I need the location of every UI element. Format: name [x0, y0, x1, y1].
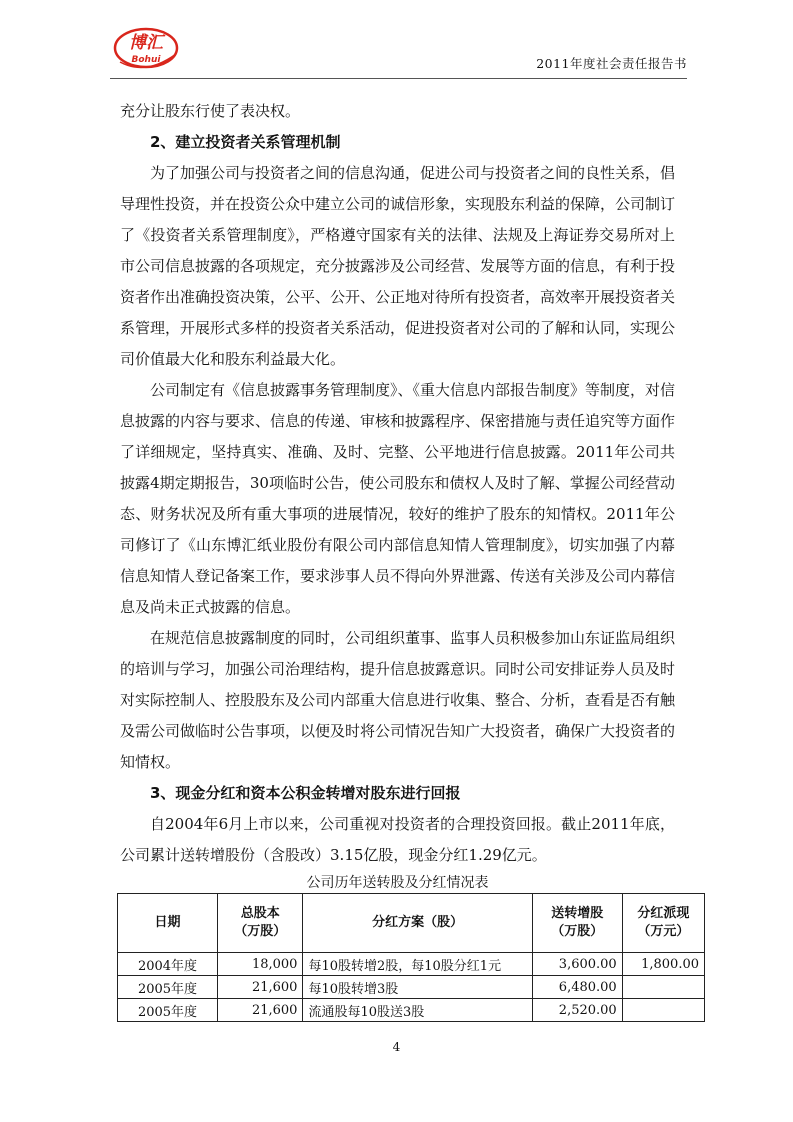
cell-bonus: 2,520.00 [532, 999, 622, 1022]
page-number: 4 [392, 1040, 401, 1054]
cell-bonus: 6,480.00 [532, 976, 622, 999]
logo-text-en: Bohui [131, 55, 161, 65]
col-header-bonus-shares: 送转增股 （万股） [532, 894, 622, 953]
paragraph-disclosure-system: 公司制定有《信息披露事务管理制度》、《重大信息内部报告制度》等制度，对信息披露的内容与要求、信息的传递、审核和披露程序、保密措施与责任追究等方面作了详细规定，坚持真实、准确、及时、完整、公平地进行信息披露。2011年公司共披露4期定期报告，30项临时公告，使公司股东和债权人及时了解、掌握公司经营动态、财务状况及所有重大事项的进展情况，较好的维护了股东的知情权。2011年公司修订了《山东博汇纸业股份有限公司内部信息知情人管理制度》，切实加强了内幕信息知情人登记备案工作，要求涉事人员不得向外界泄露、传送有关涉及公司内幕信息及尚未正式披露的信息。 [120, 381, 676, 616]
section-heading-dividends: 3、现金分红和资本公积金转增对股东进行回报 [150, 784, 461, 802]
page-content [120, 96, 699, 1022]
cell-bonus: 3,600.00 [532, 953, 622, 976]
page-header [110, 20, 687, 78]
paragraph-continued: 充分让股东行使了表决权。 [120, 102, 301, 120]
cell-total: 21,600 [218, 999, 303, 1022]
cell-plan: 流通股每10股送3股 [303, 999, 532, 1022]
cell-plan: 每10股转增2股，每10股分红1元 [303, 953, 532, 976]
cell-total: 21,600 [218, 976, 303, 999]
table-caption: 公司历年送转股及分红情况表 [306, 875, 489, 891]
report-title: 2011年度社会责任报告书 [536, 56, 687, 71]
col-header-cash: 分红派现 （万元） [622, 894, 704, 953]
cell-plan: 每10股转增3股 [303, 976, 532, 999]
dividend-table [117, 893, 705, 1022]
col-header-plan: 分红方案（股） [303, 894, 532, 953]
header-rule [110, 78, 687, 79]
cell-cash [622, 976, 704, 999]
paragraph-training: 在规范信息披露制度的同时，公司组织董事、监事人员积极参加山东证监局组织的培训与学习，加强公司治理结构，提升信息披露意识。同时公司安排证券人员及时对实际控制人、控股股东及公司内部重大信息进行收集、整合、分析，查看是否有触及需公司做临时公告事项，以便及时将公司情况告知广大投资者，确保广大投资者的知情权。 [120, 629, 676, 771]
table-row [118, 976, 705, 999]
paragraph-dividends: 自2004年6月上市以来，公司重视对投资者的合理投资回报。截止2011年底，公司累计送转增股份（含股改）3.15亿股，现金分红1.29亿元。 [120, 815, 675, 864]
cell-date: 2005年度 [118, 999, 218, 1022]
table-row [118, 999, 705, 1022]
col-header-date: 日期 [118, 894, 218, 953]
cell-cash: 1,800.00 [622, 953, 704, 976]
table-header-row [118, 894, 705, 953]
bohui-logo-icon [110, 20, 182, 72]
cell-cash [622, 999, 704, 1022]
paragraph-investor-relations: 为了加强公司与投资者之间的信息沟通，促进公司与投资者之间的良性关系，倡导理性投资，并在投资公众中建立公司的诚信形象，实现股东利益的保障，公司制订了《投资者关系管理制度》，严格遵守国家有关的法律、法规及上海证券交易所对上市公司信息披露的各项规定，充分披露涉及公司经营、发展等方面的信息，有利于投资者作出准确投资决策，公平、公开、公正地对待所有投资者，高效率开展投资者关系管理，开展形式多样的投资者关系活动，促进投资者对公司的了解和认同，实现公司价值最大化和股东利益最大化。 [120, 164, 676, 368]
section-heading-investor-relations: 2、建立投资者关系管理机制 [150, 133, 341, 151]
cell-date: 2004年度 [118, 953, 218, 976]
cell-total: 18,000 [218, 953, 303, 976]
table-row [118, 953, 705, 976]
col-header-total-shares: 总股本 （万股） [218, 894, 303, 953]
logo-text-cn: 博汇 [129, 33, 163, 53]
cell-date: 2005年度 [118, 976, 218, 999]
